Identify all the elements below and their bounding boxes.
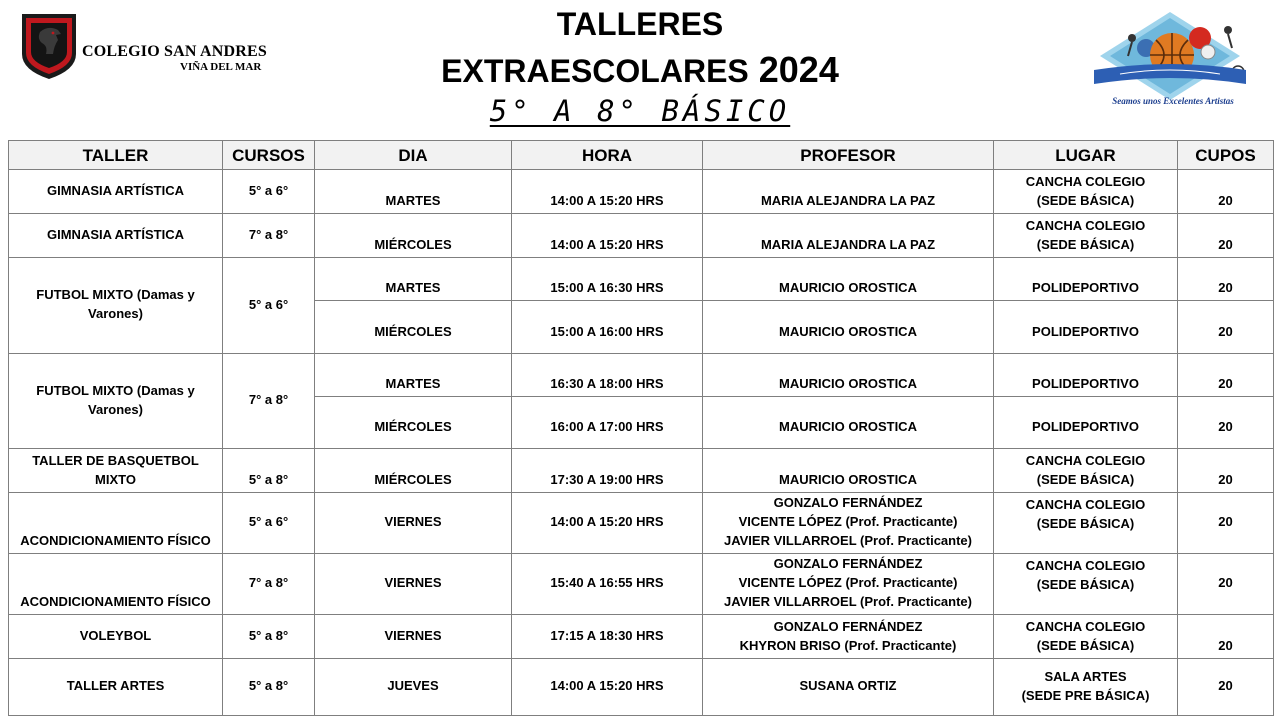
cell-lugar [994, 170, 1178, 214]
header-lugar: LUGAR [994, 141, 1178, 170]
cell-cursos: 5° a 8° [223, 615, 315, 659]
sports-logo-motto: Seamos unos Excelentes Artistas [1112, 96, 1234, 106]
cell-profesor [703, 554, 994, 615]
cell-dia: MARTES [315, 258, 512, 301]
header-taller: TALLER [9, 141, 223, 170]
profesor-name: SUSANA ORTIZ [799, 678, 897, 693]
lugar-line: (SEDE BÁSICA) [1036, 577, 1135, 592]
cell-cursos: 5° a 6° [223, 170, 315, 214]
cell-cupos: 20 [1178, 258, 1274, 301]
page-title-line2 [390, 49, 890, 91]
title-extraescolares: EXTRAESCOLARES [441, 53, 749, 89]
table-row [9, 449, 1274, 493]
cell-profesor [703, 493, 994, 554]
cell-taller: FUTBOL MIXTO (Damas y Varones) [9, 354, 223, 449]
sports-emblem-icon [1080, 8, 1260, 106]
cell-cupos: 20 [1178, 214, 1274, 258]
cell-cursos: 7° a 8° [223, 354, 315, 449]
school-city: VIÑA DEL MAR [180, 61, 262, 73]
school-logo [20, 10, 280, 82]
table-row [9, 615, 1274, 659]
cell-hora: 16:00 A 17:00 HRS [512, 397, 703, 449]
cell-dia: VIERNES [315, 615, 512, 659]
cell-cupos: 20 [1178, 659, 1274, 716]
table-row [9, 170, 1274, 214]
profesor-name: VICENTE LÓPEZ (Prof. Practicante) [738, 514, 958, 529]
header-cupos: CUPOS [1178, 141, 1274, 170]
lugar-line: (SEDE BÁSICA) [1036, 516, 1135, 531]
cell-cupos: 20 [1178, 615, 1274, 659]
cell-taller: TALLER DE BASQUETBOL MIXTO [9, 449, 223, 493]
table-row [9, 354, 1274, 397]
cell-taller: GIMNASIA ARTÍSTICA [9, 170, 223, 214]
header-dia: DIA [315, 141, 512, 170]
cell-dia: MARTES [315, 170, 512, 214]
header-cursos: CURSOS [223, 141, 315, 170]
cell-cupos: 20 [1178, 301, 1274, 354]
cell-cursos: 5° a 6° [223, 258, 315, 354]
lugar-line: CANCHA COLEGIO [1025, 453, 1146, 468]
table-row [9, 659, 1274, 716]
cell-taller: FUTBOL MIXTO (Damas y Varones) [9, 258, 223, 354]
cell-hora: 15:00 A 16:00 HRS [512, 301, 703, 354]
profesor-name: MAURICIO OROSTICA [779, 472, 917, 487]
cell-lugar [994, 659, 1178, 716]
page-subtitle [390, 94, 890, 128]
cell-hora: 14:00 A 15:20 HRS [512, 170, 703, 214]
lugar-line: CANCHA COLEGIO [1025, 218, 1146, 233]
cell-profesor [703, 449, 994, 493]
cell-taller: ACONDICIONAMIENTO FÍSICO [9, 493, 223, 554]
profesor-name: MARIA ALEJANDRA LA PAZ [760, 237, 936, 252]
lugar-line: POLIDEPORTIVO [1032, 324, 1139, 339]
profesor-name: GONZALO FERNÁNDEZ [773, 495, 923, 510]
sports-logo [1080, 8, 1260, 106]
cell-profesor [703, 659, 994, 716]
cell-hora: 14:00 A 15:20 HRS [512, 493, 703, 554]
cell-lugar [994, 615, 1178, 659]
cell-dia: JUEVES [315, 659, 512, 716]
cell-cupos: 20 [1178, 493, 1274, 554]
cell-cursos: 5° a 8° [223, 659, 315, 716]
cell-lugar [994, 397, 1178, 449]
cell-lugar [994, 214, 1178, 258]
cell-taller: VOLEYBOL [9, 615, 223, 659]
lugar-line: (SEDE PRE BÁSICA) [1021, 687, 1150, 703]
cell-profesor [703, 301, 994, 354]
lugar-line: SALA ARTES [1044, 668, 1127, 684]
cell-cursos: 5° a 8° [223, 449, 315, 493]
cell-hora: 16:30 A 18:00 HRS [512, 354, 703, 397]
cell-profesor [703, 354, 994, 397]
cell-profesor [703, 214, 994, 258]
lugar-line: POLIDEPORTIVO [1032, 419, 1139, 434]
cell-taller: GIMNASIA ARTÍSTICA [9, 214, 223, 258]
cell-cupos: 20 [1178, 397, 1274, 449]
schedule-table [8, 140, 1274, 716]
cell-dia: MARTES [315, 354, 512, 397]
lugar-line: CANCHA COLEGIO [1025, 497, 1146, 512]
lugar-line: CANCHA COLEGIO [1025, 558, 1146, 573]
page-title-line1: TALLERES [556, 6, 724, 42]
cell-hora: 15:00 A 16:30 HRS [512, 258, 703, 301]
cell-hora: 14:00 A 15:20 HRS [512, 659, 703, 716]
cell-cursos: 5° a 6° [223, 493, 315, 554]
cell-cursos: 7° a 8° [223, 554, 315, 615]
profesor-name: MAURICIO OROSTICA [779, 419, 917, 434]
cell-dia: VIERNES [315, 554, 512, 615]
cell-profesor [703, 258, 994, 301]
cell-dia: MIÉRCOLES [315, 397, 512, 449]
title-year: 2024 [758, 49, 839, 90]
table-row [9, 493, 1274, 554]
table-row [9, 258, 1274, 301]
cell-hora: 15:40 A 16:55 HRS [512, 554, 703, 615]
cell-hora: 17:30 A 19:00 HRS [512, 449, 703, 493]
cell-hora: 17:15 A 18:30 HRS [512, 615, 703, 659]
lugar-line: (SEDE BÁSICA) [1036, 193, 1135, 208]
header-profesor: PROFESOR [703, 141, 994, 170]
table-row [9, 554, 1274, 615]
lugar-line: CANCHA COLEGIO [1025, 619, 1146, 634]
lugar-line: POLIDEPORTIVO [1032, 376, 1139, 391]
lugar-line: CANCHA COLEGIO [1025, 174, 1146, 189]
school-shield-icon [20, 10, 78, 80]
cell-profesor [703, 397, 994, 449]
profesor-name: MAURICIO OROSTICA [779, 280, 917, 295]
cell-dia: MIÉRCOLES [315, 301, 512, 354]
cell-cupos: 20 [1178, 354, 1274, 397]
profesor-name: JAVIER VILLARROEL (Prof. Practicante) [723, 594, 972, 609]
cell-lugar [994, 354, 1178, 397]
cell-lugar [994, 554, 1178, 615]
profesor-name: MAURICIO OROSTICA [779, 376, 917, 391]
cell-hora: 14:00 A 15:20 HRS [512, 214, 703, 258]
cell-cupos: 20 [1178, 449, 1274, 493]
cell-lugar [994, 449, 1178, 493]
cell-cupos: 20 [1178, 554, 1274, 615]
header-hora: HORA [512, 141, 703, 170]
profesor-name: VICENTE LÓPEZ (Prof. Practicante) [738, 575, 958, 590]
profesor-name: MARIA ALEJANDRA LA PAZ [760, 193, 936, 208]
lugar-line: (SEDE BÁSICA) [1036, 472, 1135, 487]
cell-cupos: 20 [1178, 170, 1274, 214]
cell-lugar [994, 258, 1178, 301]
cell-profesor [703, 615, 994, 659]
cell-cursos: 7° a 8° [223, 214, 315, 258]
cell-dia: MIÉRCOLES [315, 214, 512, 258]
cell-lugar [994, 493, 1178, 554]
table-header-row [9, 141, 1274, 170]
lugar-line: (SEDE BÁSICA) [1036, 237, 1135, 252]
cell-taller: ACONDICIONAMIENTO FÍSICO [9, 554, 223, 615]
subtitle-text: 5° A 8° BÁSICO [489, 94, 791, 128]
cell-dia: MIÉRCOLES [315, 449, 512, 493]
profesor-name: GONZALO FERNÁNDEZ [773, 619, 923, 634]
school-name: COLEGIO SAN ANDRES [82, 43, 267, 60]
profesor-name: GONZALO FERNÁNDEZ [773, 556, 923, 571]
profesor-name: JAVIER VILLARROEL (Prof. Practicante) [723, 533, 972, 548]
cell-dia: VIERNES [315, 493, 512, 554]
table-row [9, 214, 1274, 258]
lugar-line: (SEDE BÁSICA) [1036, 638, 1135, 653]
lugar-line: POLIDEPORTIVO [1032, 280, 1139, 295]
profesor-name: MAURICIO OROSTICA [779, 324, 917, 339]
profesor-name: KHYRON BRISO (Prof. Practicante) [739, 638, 957, 653]
cell-profesor [703, 170, 994, 214]
cell-lugar [994, 301, 1178, 354]
cell-taller: TALLER ARTES [9, 659, 223, 716]
